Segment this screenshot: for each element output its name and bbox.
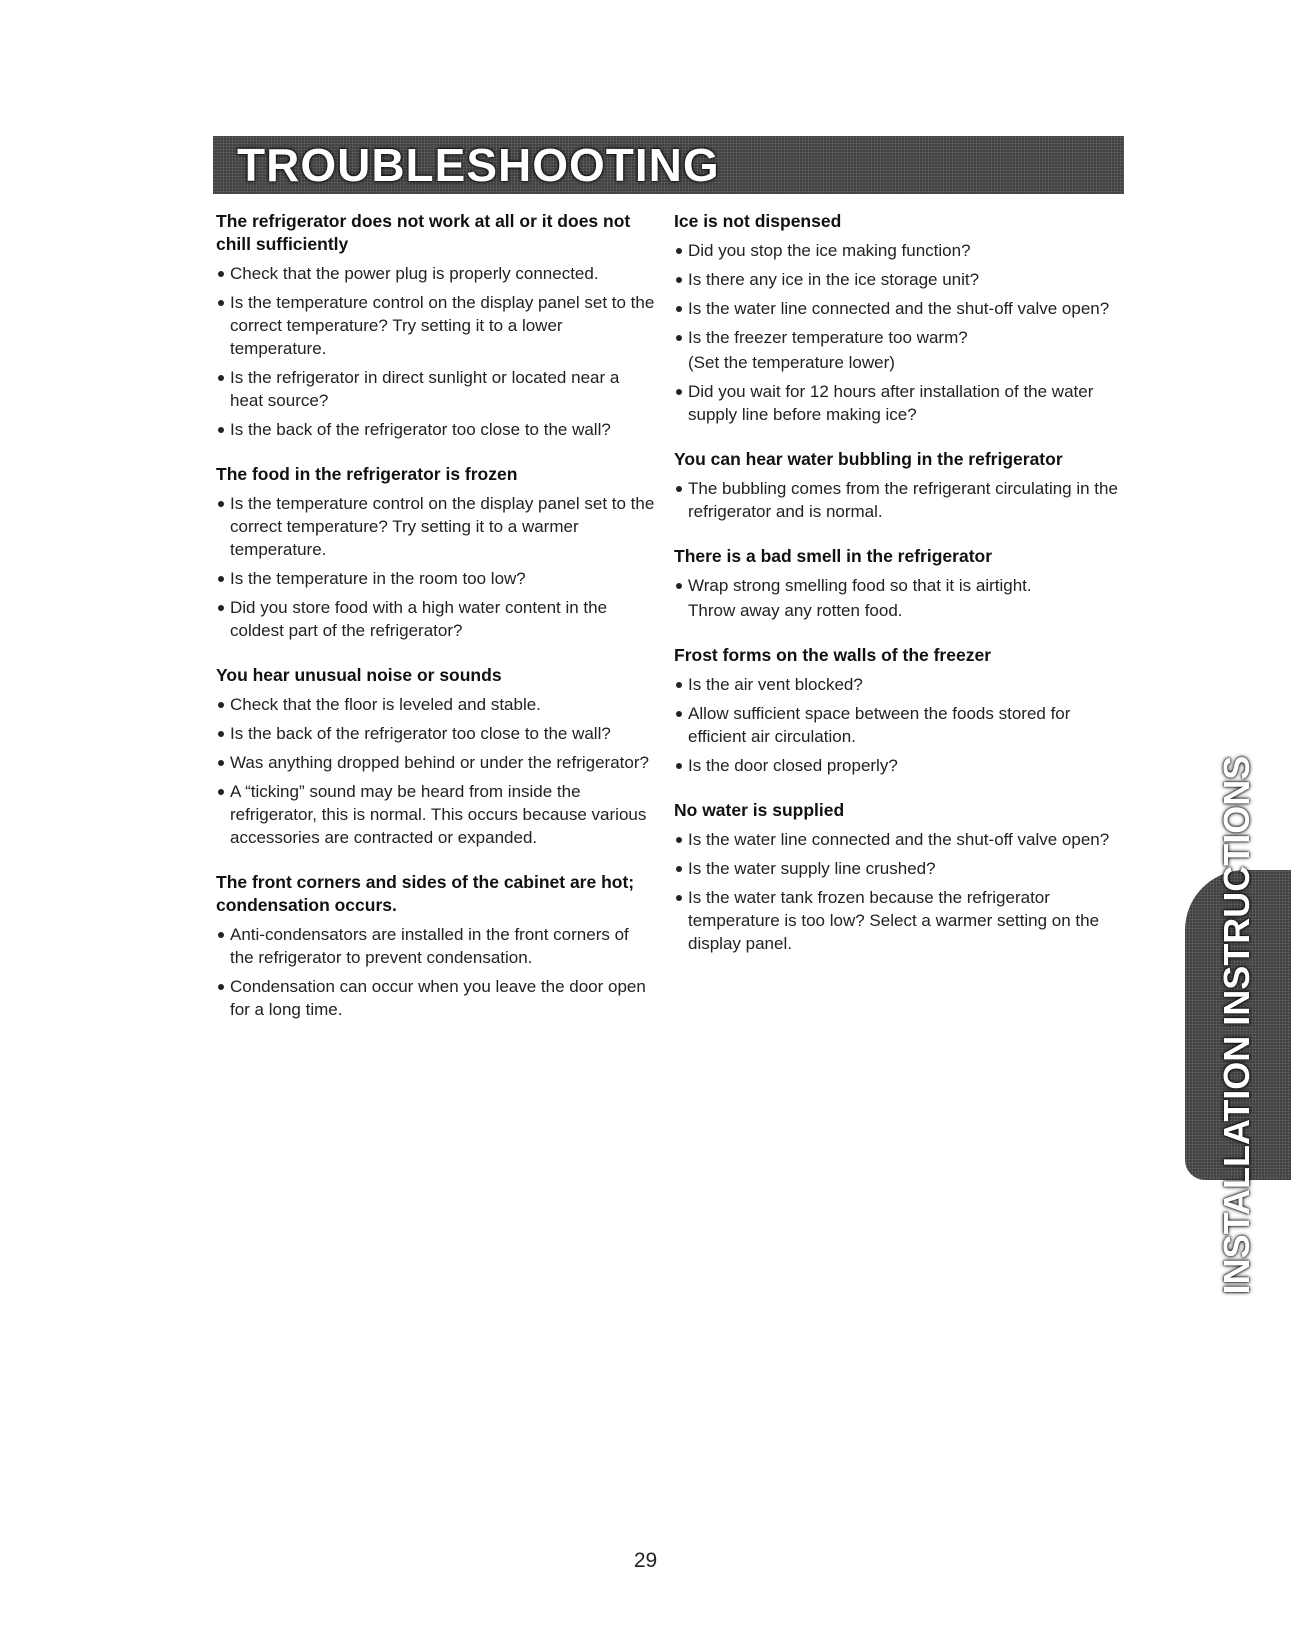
- section-heading: No water is supplied: [674, 800, 845, 820]
- section-heading: There is a bad smell in the refrigerator: [674, 546, 993, 566]
- bullet-item: Is the refrigerator in direct sunlight or located near a heat source?: [216, 366, 656, 412]
- troubleshooting-section: [674, 210, 1124, 426]
- bullet-list: [216, 492, 656, 642]
- bullet-item: Is the water supply line crushed?: [674, 857, 1124, 880]
- section-heading: You can hear water bubbling in the refrigerator: [674, 449, 1063, 469]
- troubleshooting-section: [216, 463, 656, 642]
- bullet-item: Condensation can occur when you leave the door open for a long time.: [216, 975, 656, 1021]
- troubleshooting-section: [674, 545, 1124, 622]
- section-heading: The front corners and sides of the cabinet are hot; condensation occurs.: [216, 872, 635, 915]
- side-tab-label: INSTALLATION INSTRUCTIONS: [1216, 755, 1257, 1295]
- section-heading: Ice is not dispensed: [674, 211, 842, 231]
- bullet-list: [674, 574, 1124, 622]
- section-heading: The food in the refrigerator is frozen: [216, 464, 518, 484]
- bullet-list: [674, 673, 1124, 777]
- bullet-item: Is the water tank frozen because the refrigerator temperature is too low? Select a warmer setting on the display panel.: [674, 886, 1124, 955]
- section-heading: Frost forms on the walls of the freezer: [674, 645, 991, 665]
- bullet-list: [674, 239, 1124, 426]
- troubleshooting-section: [674, 799, 1124, 955]
- left-column: [216, 210, 656, 1021]
- page-title: TROUBLESHOOTING: [237, 139, 720, 191]
- bullet-item: Wrap strong smelling food so that it is airtight.: [674, 574, 1124, 597]
- section-banner: [213, 136, 1124, 194]
- bullet-item: Check that the floor is leveled and stable.: [216, 693, 656, 716]
- bullet-item: The bubbling comes from the refrigerant circulating in the refrigerator and is normal.: [674, 477, 1124, 523]
- bullet-item: Check that the power plug is properly connected.: [216, 262, 656, 285]
- bullet-item: Is the freezer temperature too warm?: [674, 326, 1124, 349]
- troubleshooting-section: [216, 210, 656, 441]
- section-heading: The refrigerator does not work at all or it does not chill sufficiently: [216, 211, 631, 254]
- bullet-list: [216, 693, 656, 849]
- bullet-item: Is the temperature control on the display panel set to the correct temperature? Try setting it to a lower temperature.: [216, 291, 656, 360]
- bullet-item: Is there any ice in the ice storage unit?: [674, 268, 1124, 291]
- troubleshooting-section: [216, 871, 656, 1021]
- bullet-list: [216, 923, 656, 1021]
- bullet-item: Is the back of the refrigerator too close to the wall?: [216, 722, 656, 745]
- troubleshooting-section: [216, 664, 656, 849]
- bullet-item: Anti-condensators are installed in the front corners of the refrigerator to prevent condensation.: [216, 923, 656, 969]
- bullet-item: Did you store food with a high water content in the coldest part of the refrigerator?: [216, 596, 656, 642]
- page-number: 29: [633, 1549, 658, 1572]
- bullet-item: Is the water line connected and the shut-off valve open?: [674, 297, 1124, 320]
- bullet-item: Allow sufficient space between the foods stored for efficient air circulation.: [674, 702, 1124, 748]
- bullet-item: Is the air vent blocked?: [674, 673, 1124, 696]
- right-column: [674, 210, 1124, 955]
- section-side-tab: [1185, 755, 1291, 1295]
- bullet-list: [674, 828, 1124, 955]
- bullet-item: Is the back of the refrigerator too close to the wall?: [216, 418, 656, 441]
- section-heading: You hear unusual noise or sounds: [216, 665, 502, 685]
- bullet-item: Was anything dropped behind or under the refrigerator?: [216, 751, 656, 774]
- troubleshooting-section: [674, 644, 1124, 777]
- bullet-note: (Set the temperature lower): [688, 353, 895, 372]
- bullet-list: [674, 477, 1124, 523]
- bullet-list: [216, 262, 656, 441]
- troubleshooting-section: [674, 448, 1124, 523]
- bullet-item: A “ticking” sound may be heard from inside the refrigerator, this is normal. This occurs because various accessories are contracted or expanded.: [216, 780, 656, 849]
- bullet-item: Did you wait for 12 hours after installation of the water supply line before making ice?: [674, 380, 1124, 426]
- bullet-item: Is the temperature in the room too low?: [216, 567, 656, 590]
- bullet-item: Did you stop the ice making function?: [674, 239, 1124, 262]
- bullet-item: Is the water line connected and the shut-off valve open?: [674, 828, 1124, 851]
- bullet-note: Throw away any rotten food.: [688, 601, 903, 620]
- bullet-item: Is the door closed properly?: [674, 754, 1124, 777]
- bullet-item: Is the temperature control on the display panel set to the correct temperature? Try setting it to a warmer temperature.: [216, 492, 656, 561]
